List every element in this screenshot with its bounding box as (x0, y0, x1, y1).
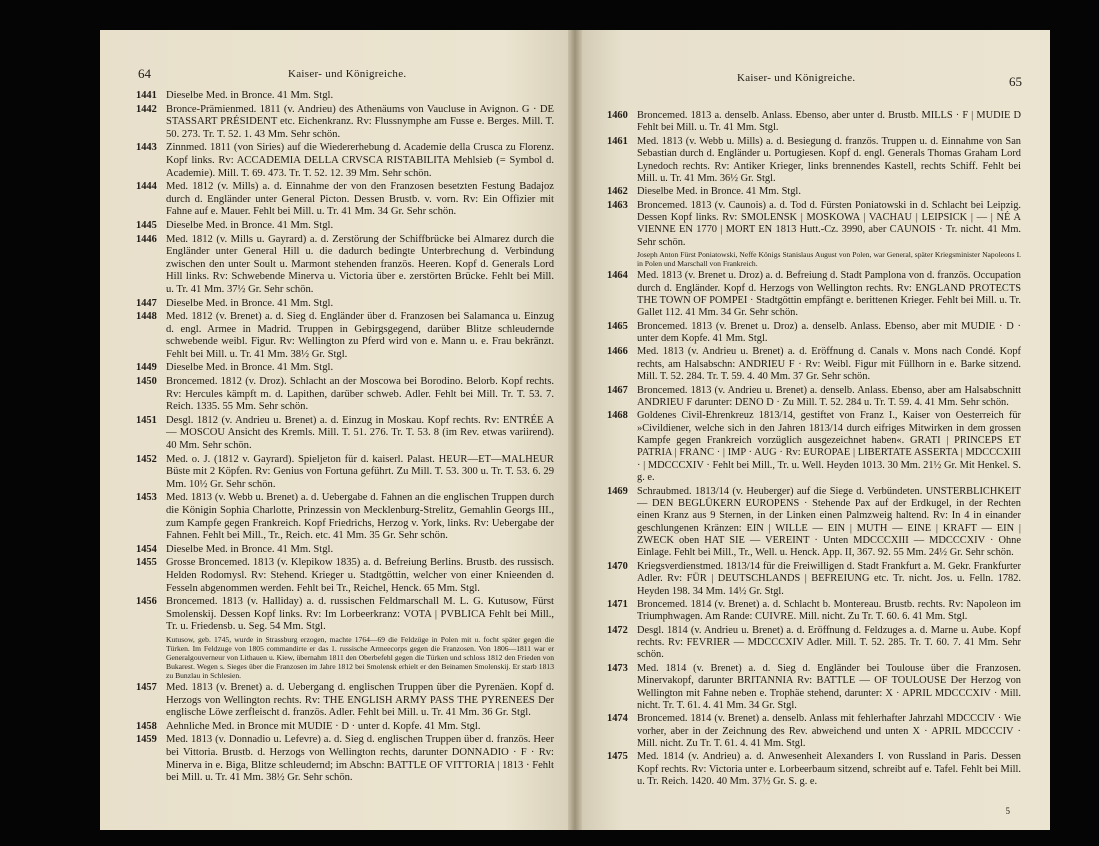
entry-text: Dieselbe Med. in Bronce. 41 Mm. Stgl. (166, 90, 334, 101)
page-number: 64 (138, 66, 151, 81)
entry-number: 1448 (136, 311, 157, 323)
catalog-entry (136, 234, 554, 297)
catalog-entries (136, 90, 554, 786)
book-gutter (568, 30, 582, 830)
entry-number: 1471 (607, 598, 628, 610)
catalog-entry (136, 721, 554, 734)
catalog-entry (607, 663, 1021, 713)
entry-text: Broncemed. 1814 (v. Brenet) a. d. Schlacht b. Montereau. Brustb. rechts. Rv: Napoleon im Triumphwagen. Am Rande: CUIVRE. Mill. nicht. Zu Tr. T. 60. 6. 41 Mm. Stgl. (637, 598, 1021, 623)
entry-number: 1451 (136, 414, 157, 426)
catalog-entry (607, 321, 1021, 346)
entry-number: 1444 (136, 181, 157, 193)
entry-text: Grosse Broncemed. 1813 (v. Klepikow 1835) a. d. Befreiung Berlins. Brustb. des russisch. Helden Rodomysl. Rv: Stehend. Krieger u. Stadtgöttin, welcher von einer Knieenden d. Fesseln abgenommen werden. Fehlt bei Tr., Reichel, Henck. 65 Mm. Stgl. (166, 557, 554, 594)
catalog-entry (136, 104, 554, 142)
catalog-entry (607, 751, 1021, 788)
entry-text: Med. 1813 (v. Andrieu u. Brenet) a. d. Eröffnung d. Canals v. Mons nach Condé. Kopf rechts, am Halsabschn: ANDRIEU F · Rv: Weibl. Figur mit Füllhorn in e. Barke sitzend. Mill. T. 52. 284. Tr. T. 59. 4. 40 Mm. 37 Gr. Sehr schön. (637, 346, 1021, 383)
catalog-entry (136, 492, 554, 542)
page-number: 65 (1009, 74, 1022, 89)
entry-text: Med. 1813 (v. Webb u. Brenet) a. d. Uebergabe d. Fahnen an die englischen Truppen durch die Königin Sophia Charlotte, Prinzessin von Mecklenburg-Strelitz, Gemahlin Georgs III., zum Kampfe gegen Frankreich. Kopf Friedrichs, Herzog v. York, links. Rv: Uebergabe der Fahnen. Fehlt bei Mill., Tr., Reich. etc. 41 Mm. 35 Gr. Sehr schön. (166, 492, 554, 542)
entry-text: Dieselbe Med. in Bronce. 41 Mm. Stgl. (637, 186, 801, 198)
catalog-entry (136, 596, 554, 634)
entry-text: Med. o. J. (1812 v. Gayrard). Spieljeton für d. kaiserl. Palast. HEUR—ET—MALHEUR Büste mit 2 Köpfen. Rv: Genius von Fortuna geführt. Zu Mill. T. 53. 300 u. Tr. T. 53. 6. 29 Mm. 10½ Gr. Sehr schön. (166, 453, 554, 490)
entry-number: 1441 (136, 90, 157, 101)
running-head: Kaiser- und Königreiche. (288, 68, 407, 80)
entry-number: 1459 (136, 734, 157, 746)
entry-text: Broncemed. 1813 (v. Caunois) a. d. Tod d. Fürsten Poniatowski in d. Schlacht bei Leipzig. Dessen Kopf links. Rv: SMOLENSK | MOSKOWA | VACHAU | LEIPSICK | — | NÉ A VIENNE EN 1770 | MORT EN 1813 Hutt.-Cz. 3990, aber CAUNOIS · Tr. nicht. 41 Mm. Sehr schön. (637, 199, 1021, 248)
catalog-entry (607, 110, 1021, 135)
signature-mark: 5 (1005, 806, 1010, 816)
entry-text: Med. 1813 (v. Brenet u. Droz) a. d. Befreiung d. Stadt Pamplona von d. französ. Occupation durch d. Engländer. Kopf d. Herzogs von Wellington rechts. Rv: ENGLAND PROTECTS THE TOWN OF POMPEI · Stadtgöttin empfängt e. berittenen Krieger. Fehlt bei Mill. u. Tr. Gallet 112. 41 Mm. 34 Gr. Sehr schön. (637, 270, 1021, 319)
entry-text: Kriegsverdienstmed. 1813/14 für die Freiwilligen d. Stadt Frankfurt a. M. Gekr. Frankfurter Adler. Rv: FÜR | DEUTSCHLANDS | BEFREIUNG etc. Tr. nicht. Jos. u. Felln. 1782. Heyden 198. 34 Mm. 14½ Gr. Stgl. (637, 560, 1021, 597)
entry-number: 1464 (607, 270, 628, 282)
entry-text: Goldenes Civil-Ehrenkreuz 1813/14, gestiftet von Franz I., Kaiser von Oesterreich für »Civildiener, welche sich in den Jahren 1813/14 durch eifriges Mitwirken in dem grossen Kampfe gegen Frankreich vorzüglich ausgezeichnet haben«. GRATI | PRINCEPS ET PATRIA | FRANC · | IMP · AUG · Rv: EUROPAE | LIBERTATE ASSERTA | MDCCCXIII · | MDCCCXIV · Fehlt bei Mill., Tr. u. Well. Heyden 1013. 30 Mm. 21½ Gr. Mit Henkel. S. g. e. (637, 410, 1021, 484)
entry-number: 1446 (136, 233, 157, 245)
catalog-entry (136, 544, 554, 557)
catalog-entry (607, 200, 1021, 250)
entry-number: 1457 (136, 681, 157, 693)
entry-number: 1456 (136, 596, 157, 608)
entry-text: Broncemed. 1813 (v. Brenet u. Droz) a. denselb. Anlass. Ebenso, aber mit MUDIE · D · unter dem Kopfe. 41 Mm. Stgl. (637, 320, 1021, 344)
catalog-entry (136, 734, 554, 784)
entry-number: 1453 (136, 492, 157, 504)
entry-number: 1466 (607, 346, 628, 358)
entry-text: Dieselbe Med. in Bronce. 41 Mm. Stgl. (166, 543, 334, 555)
entry-number: 1462 (607, 186, 628, 198)
catalog-entry (136, 557, 554, 595)
catalog-entry (136, 181, 554, 219)
catalog-entry (136, 298, 554, 311)
entry-text: Dieselbe Med. in Bronce. 41 Mm. Stgl. (166, 297, 334, 309)
catalog-entry (607, 270, 1021, 320)
catalog-entry (136, 220, 554, 233)
left-page (100, 30, 575, 830)
catalog-entry (136, 90, 554, 103)
entry-text: Med. 1814 (v. Brenet) a. d. Sieg d. Engländer bei Toulouse über die Franzosen. Minervakopf, darunter BRITANNIA Rv: BATTLE — OF TOULOUSE Der Herzog von Wellington mit Fahne neben e. Trophäe stehend, darunter: X · APRIL MDCCCXIV · Mill. nicht. Tr. T. 61. 4. 41 Mm. 34 Gr. Stgl. (637, 662, 1021, 711)
entry-text: Med. 1814 (v. Andrieu) a. d. Anwesenheit Alexanders I. von Russland in Paris. Dessen Kopf rechts. Rv: Victoria unter e. Lorbeerbaum sitzend, schreibt auf e. Tafel. Fehlt bei Mill. u. Tr. Reich. 1420. 40 Mm. 37½ Gr. S. g. e. (637, 751, 1021, 788)
entry-number: 1455 (136, 557, 157, 569)
catalog-entry (607, 136, 1021, 186)
right-page (575, 30, 1050, 830)
entry-number: 1445 (136, 219, 157, 231)
entry-text: Aehnliche Med. in Bronce mit MUDIE · D · unter d. Kopfe. 41 Mm. Stgl. (166, 720, 481, 732)
entry-number: 1469 (607, 485, 628, 497)
catalog-entry (607, 561, 1021, 598)
catalog-entry (136, 311, 554, 361)
entry-text: Dieselbe Med. in Bronce. 41 Mm. Stgl. (166, 362, 334, 374)
catalog-entry (607, 385, 1021, 410)
entry-number: 1447 (136, 297, 157, 309)
catalog-entry (136, 415, 554, 453)
running-head: Kaiser- und Königreiche. (737, 72, 856, 84)
catalog-entry (607, 599, 1021, 624)
entry-number: 1454 (136, 543, 157, 555)
catalog-entry (136, 454, 554, 492)
entry-number: 1468 (607, 410, 628, 422)
entry-text: Broncemed. 1813 a. denselb. Anlass. Ebenso, aber unter d. Brustb. MILLS · F | MUDIE D Fehlt bei Mill. u. Tr. 41 Mm. Stgl. (637, 110, 1021, 134)
entry-text: Med. 1812 (v. Mills) a. d. Einnahme der von den Franzosen besetzten Festung Badajoz durch d. Engländer unter General Picton. Dessen Brustb. v. vorn. Rv: Ein Offizier mit Fahne auf e. Mauer. Fehlt bei Mill. u. Tr. 41 Mm. 34 Gr. Sehr schön. (166, 181, 554, 218)
entry-footnote: Kutusow, geb. 1745, wurde in Strassburg erzogen, machte 1764—69 die Feldzüge in Polen mit u. focht später gegen die Türken. Im Feldzuge von 1805 commandirte er das 1. russische Armeecorps gegen die Franzosen. Von 1806—1811 war er Generalgouverneur von Lithauen u. Kiew, übernahm 1811 den Oberbefehl gegen die Türken und schloss 1812 den Frieden von Bukarest. Wegen s. Sieges über die Franzosen im Jahre 1812 bei Smolensk erhielt er den Beinamen Smolenskij. Er starb 1813 zu Bunzlau in Schlesien. (166, 634, 554, 680)
entry-text: Schraubmed. 1813/14 (v. Heuberger) auf die Siege d. Verbündeten. UNSTERBLICHKEIT — DEN BEGLÜKERN EUROPENS · Stehende Pax auf der Erdkugel, in der Rechten einen Kranz aus 9 Sternen, in der Linken einen Palmzweig haltend. Rv: In 4 in einander geschlungenen Kränzen: EIN | WILLE — EIN | MUTH — EINE | KRAFT — EIN | ZWECK oben HAT SIE — VEREINT · Unten MDCCCXIII — MDCCCXIV · Ohne Einlage. Fehlt bei Mill., Tr., Well. u. Henck. App. II, 367. 92. 55 Mm. 24½ Gr. Sehr schön. (637, 485, 1021, 559)
entry-text: Med. 1812 (v. Mills u. Gayrard) a. d. Zerstörung der Schiffbrücke bei Almarez durch die Engländer unter General Hill u. die dadurch bedingte Unterbrechung d. Verbindung zwischen den unter Soult u. Marmont stehenden französ. Heeren. Kopf d. Generals Lord Hill links. Rv: Schwebende Minerva u. Victoria über e. zerstörten Brücke. Fehlt bei Mill. u. Tr. 41 Mm. 37½ Gr. Sehr schön. (166, 233, 554, 295)
entry-number: 1472 (607, 624, 628, 636)
entry-number: 1463 (607, 199, 628, 211)
catalog-entry (136, 142, 554, 180)
entry-number: 1460 (607, 110, 628, 121)
entry-text: Broncemed. 1813 (v. Halliday) a. d. russischen Feldmarschall M. L. G. Kutusow, Fürst Smolenskij. Dessen Kopf links. Rv: Im Lorbeerkranz: VOTA | PVBLICA Fehlt bei Mill., Tr. u. Friedensb. u. Seg. 54 Mm. Stgl. (166, 596, 554, 633)
entry-text: Med. 1813 (v. Brenet) a. d. Uebergang d. englischen Truppen über die Pyrenäen. Kopf d. Herzogs von Wellington rechts. Rv: THE ENGLISH ARMY PASS THE PYRENEES Der englische Löwe zerfleischt d. französ. Adler. Fehlt bei Mill. u. Tr. 41 Mm. 36 Gr. Stgl. (166, 681, 554, 719)
catalog-entry (607, 186, 1021, 198)
catalog-entries (607, 110, 1021, 790)
catalog-entry (607, 346, 1021, 383)
entry-text: Desgl. 1812 (v. Andrieu u. Brenet) a. d. Einzug in Moskau. Kopf rechts. Rv: ENTRÉE A — MOSCOU Ansicht des Kremls. Mill. T. 51. 276. Tr. T. 53. 8 (im Rev. etwas variirend). 40 Mm. Sehr schön. (166, 414, 554, 452)
entry-text: Desgl. 1814 (v. Andrieu u. Brenet) a. d. Eröffnung d. Feldzuges a. d. Marne u. Aube. Kopf rechts. Rv: FEVRIER — MDCCCXIV Adler. Mill. T. 52. 285. Tr. T. 60. 7. 41 Mm. Sehr schön. (637, 624, 1021, 661)
catalog-entry (607, 625, 1021, 662)
entry-number: 1442 (136, 103, 157, 115)
entry-text: Broncemed. 1812 (v. Droz). Schlacht an der Moscowa bei Borodino. Belorb. Kopf rechts. Rv: Hercules kämpft m. d. Lapithen, darüber schweb. Adler. Fehlt bei Mill. Tr. T. 53. 7. Reich. 1335. 55 Mm. Sehr schön. (166, 376, 554, 413)
entry-text: Med. 1813 (v. Donnadio u. Lefevre) a. d. Sieg d. englischen Truppen über d. französ. Heer bei Vittoria. Brustb. d. Herzogs von Wellington rechts, darunter DONNADIO · F · Rv: Minerva in e. Biga, Blitze schleudernd; im Abschn: BATTLE OF VITTORIA | 1813 · Fehlt bei Mill. u. Tr. 41 Mm. 38½ Gr. Sehr schön. (166, 734, 554, 784)
entry-text: Broncemed. 1814 (v. Brenet) a. denselb. Anlass mit fehlerhafter Jahrzahl MDCCCIV · Wie vorher, aber in der Zeichnung des Rev. abweichend und unten X · APRIL MDCCCIV · Mill. nicht. Zu Tr. T. 61. 4. 41 Mm. Stgl. (637, 713, 1021, 749)
entry-number: 1470 (607, 560, 628, 572)
entry-number: 1449 (136, 362, 157, 374)
entry-text: Zinnmed. 1811 (von Siries) auf die Wiedererhebung d. Academie della Crusca zu Florenz. Kopf links. Rv: ACCADEMIA DELLA CRVSCA RISTABILITA Mehlsieb (= Symbol d. Academie). Mill. T. 69. 473. Tr. T. 52. 12. 39 Mm. Sehr schön. (166, 142, 554, 179)
entry-number: 1467 (607, 384, 628, 396)
catalog-entry (607, 410, 1021, 484)
entry-footnote: Joseph Anton Fürst Poniatowski, Neffe Königs Stanislaus August von Polen, war General, später Kriegsminister Napoleons I. in Polen und Marschall von Frankreich. (637, 250, 1021, 269)
entry-text: Med. 1813 (v. Webb u. Mills) a. d. Besiegung d. französ. Truppen u. d. Einnahme von San Sebastian durch d. Engländer u. Portugiesen. Kopf d. engl. Generals Thomas Graham Lord Lynedoch rechts. Rv: Antiker Krieger, links brennendes Kastell, rechts Schiff. Fehlt bei Mill. u. Tr. 41 Mm. 36½ Gr. Stgl. (637, 135, 1021, 184)
entry-number: 1450 (136, 376, 157, 388)
catalog-entry (136, 376, 554, 414)
entry-text: Dieselbe Med. in Bronce. 41 Mm. Stgl. (166, 219, 334, 231)
entry-number: 1475 (607, 751, 628, 763)
entry-text: Bronce-Prämienmed. 1811 (v. Andrieu) des Athenäums von Vaucluse in Avignon. G · DE STASSART PRÉSIDENT etc. Eichenkranz. Rv: Flussnymphe am Fusse e. Berges. Mill. T. 50. 273. Tr. T. 52. 1. 43 Mm. Sehr schön. (166, 103, 554, 140)
catalog-entry (607, 486, 1021, 560)
entry-number: 1473 (607, 662, 628, 674)
entry-text: Broncemed. 1813 (v. Andrieu u. Brenet) a. denselb. Anlass. Ebenso, aber am Halsabschnitt ANDRIEU F darunter: DENO D · Zu Mill. T. 52. 284 u. Tr. T. 59. 4. 41 Mm. Sehr schön. (637, 384, 1021, 408)
catalog-entry (136, 682, 554, 720)
catalog-entry (607, 713, 1021, 750)
entry-number: 1461 (607, 135, 628, 147)
entry-number: 1465 (607, 320, 628, 332)
entry-number: 1443 (136, 142, 157, 154)
entry-number: 1452 (136, 453, 157, 465)
entry-text: Med. 1812 (v. Brenet) a. d. Sieg d. Engländer über d. Franzosen bei Salamanca u. Einzug d. engl. Armee in Madrid. Truppen in Gebirgsgegend, darüber Blitze schleudernde schwebende weibl. Figur. Rv: Wellington zu Pferd wird von e. Mann u. e. Frau bekränzt. Fehlt bei Mill. u. Tr. 41 Mm. 38½ Gr. Stgl. (166, 311, 554, 360)
entry-number: 1458 (136, 720, 157, 732)
entry-number: 1474 (607, 713, 628, 725)
book-spread (100, 30, 1050, 830)
catalog-entry (136, 362, 554, 375)
